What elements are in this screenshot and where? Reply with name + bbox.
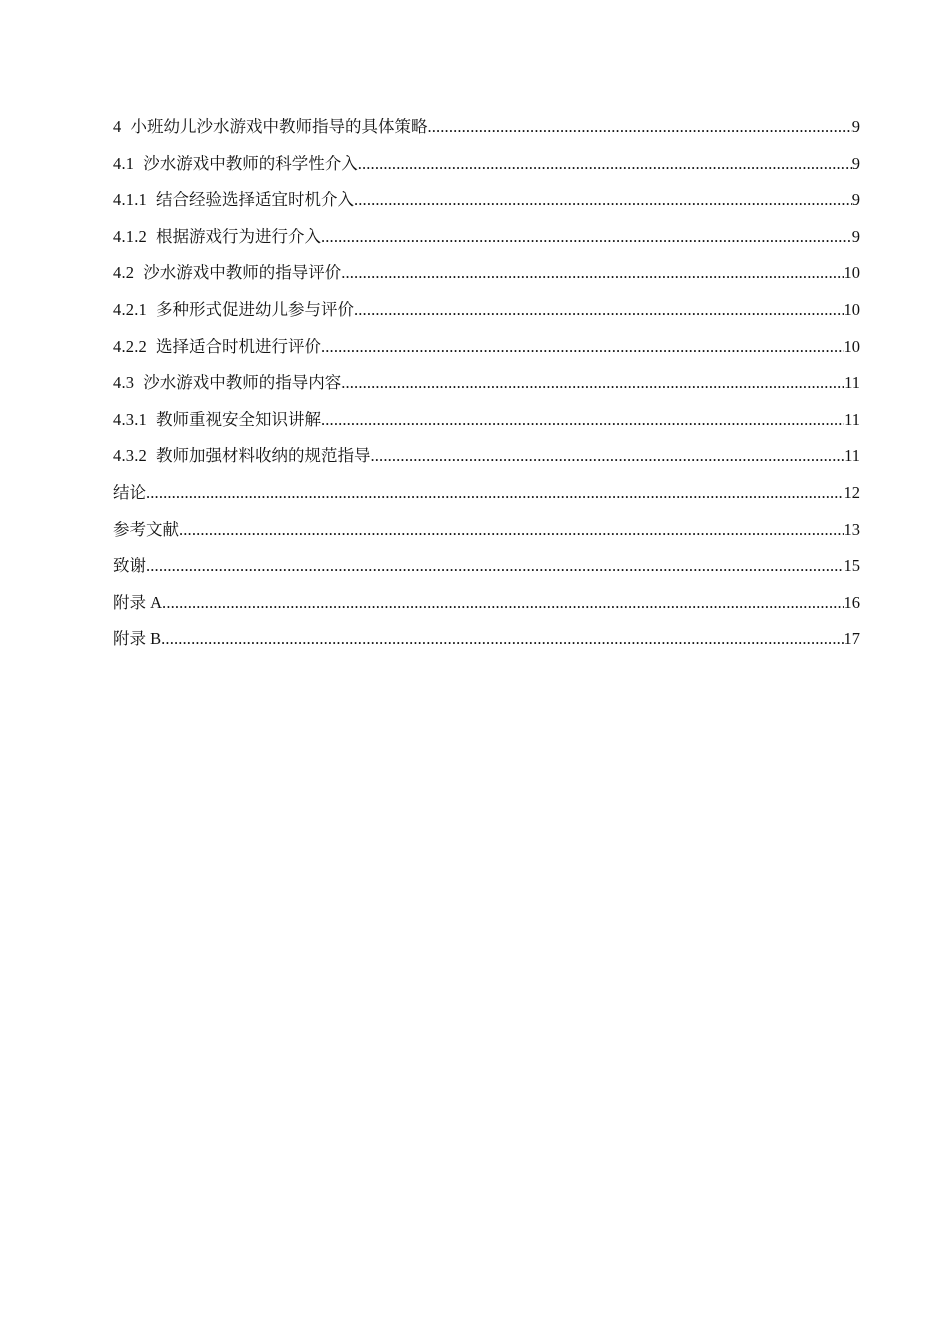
toc-entry[interactable] (113, 438, 860, 475)
toc-page-number: 13 (843, 519, 860, 539)
toc-entry-number: 4.3.1 (113, 409, 147, 429)
table-of-contents (113, 109, 860, 658)
toc-dot-leader (321, 329, 844, 366)
toc-dot-leader (354, 182, 852, 219)
toc-page-number: 12 (843, 482, 860, 502)
toc-entry[interactable] (113, 255, 860, 292)
toc-entry-title (113, 109, 427, 146)
toc-entry-text: 小班幼儿沙水游戏中教师指导的具体策略 (130, 117, 428, 136)
toc-entry[interactable] (113, 548, 860, 585)
toc-entry[interactable] (113, 475, 860, 512)
toc-page-number: 16 (843, 592, 860, 612)
toc-entry-text: 教师加强材料收纳的规范指导 (156, 446, 371, 466)
toc-page-number: 9 (851, 190, 860, 210)
toc-page-number: 15 (843, 556, 860, 576)
toc-entry-text: 选择适合时机进行评价 (156, 336, 321, 356)
toc-dot-leader (358, 146, 852, 183)
toc-entry[interactable] (113, 219, 860, 256)
toc-page-number: 10 (843, 336, 860, 356)
toc-entry[interactable] (113, 585, 860, 622)
toc-entry-title (113, 329, 321, 366)
toc-entry[interactable] (113, 329, 860, 366)
toc-entry-number: 4.3 (113, 373, 135, 393)
toc-dot-leader (427, 109, 851, 146)
toc-entry[interactable] (113, 512, 860, 549)
toc-entry-text: 多种形式促进幼儿参与评价 (156, 299, 354, 319)
toc-dot-leader (354, 292, 844, 329)
toc-page-number: 11 (844, 409, 860, 429)
toc-entry-number: 4.1.1 (113, 190, 147, 210)
toc-entry-title (113, 292, 354, 329)
toc-page-number: 9 (851, 117, 860, 136)
toc-page-number: 11 (844, 373, 860, 393)
toc-entry[interactable] (113, 292, 860, 329)
toc-dot-leader (321, 219, 852, 256)
toc-entry[interactable] (113, 365, 860, 402)
toc-entry[interactable] (113, 109, 860, 146)
toc-entry-title (113, 438, 371, 475)
toc-entry-number: 4.2.1 (113, 299, 147, 319)
toc-dot-leader (341, 365, 844, 402)
toc-dot-leader (161, 621, 843, 658)
toc-entry-title: 附录 A (113, 592, 163, 612)
toc-entry[interactable] (113, 402, 860, 439)
toc-entry-title: 附录 B (113, 629, 162, 649)
toc-entry[interactable] (113, 182, 860, 219)
toc-entry-number: 4 (113, 117, 122, 136)
toc-entry-title: 结论 (113, 482, 146, 502)
toc-entry-title (113, 219, 321, 256)
toc-dot-leader (146, 548, 844, 585)
toc-entry-title: 参考文献 (113, 519, 179, 539)
toc-entry-text: 沙水游戏中教师的指导内容 (143, 373, 342, 393)
toc-entry-number: 4.2 (113, 263, 135, 283)
toc-page-number: 9 (851, 153, 860, 173)
toc-entry[interactable] (113, 621, 860, 658)
toc-dot-leader (321, 402, 844, 439)
toc-entry-title (113, 365, 341, 402)
toc-page-number: 17 (843, 629, 860, 649)
toc-dot-leader (179, 512, 844, 549)
toc-entry-title: 致谢 (113, 556, 146, 576)
toc-entry-number: 4.2.2 (113, 336, 147, 356)
toc-page-number: 11 (844, 446, 860, 466)
toc-entry-text: 沙水游戏中教师的指导评价 (143, 263, 342, 283)
toc-page-number: 10 (843, 299, 860, 319)
toc-entry-text: 沙水游戏中教师的科学性介入 (143, 153, 358, 173)
toc-page-number: 10 (843, 263, 860, 283)
toc-dot-leader (162, 585, 843, 622)
toc-entry-title (113, 255, 341, 292)
toc-dot-leader (146, 475, 844, 512)
toc-entry-title (113, 182, 354, 219)
toc-entry-number: 4.3.2 (113, 446, 147, 466)
toc-entry-text: 教师重视安全知识讲解 (156, 409, 321, 429)
toc-entry-text: 根据游戏行为进行介入 (156, 226, 321, 246)
toc-entry[interactable] (113, 146, 860, 183)
toc-entry-title (113, 402, 321, 439)
toc-dot-leader (371, 438, 845, 475)
toc-entry-text: 结合经验选择适宜时机介入 (156, 190, 354, 210)
toc-dot-leader (341, 255, 843, 292)
toc-entry-title (113, 146, 358, 183)
toc-page-number: 9 (851, 226, 860, 246)
toc-entry-number: 4.1 (113, 153, 135, 173)
toc-entry-number: 4.1.2 (113, 226, 147, 246)
